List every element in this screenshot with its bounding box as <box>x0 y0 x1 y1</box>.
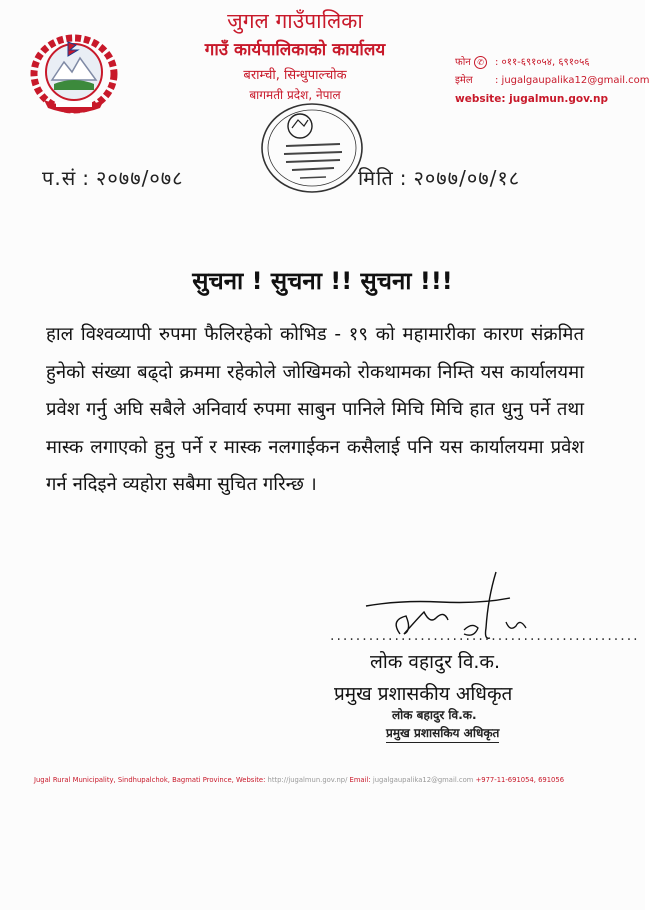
footer-website: http://jugalmun.gov.np/ <box>267 776 348 784</box>
ref-label: प.सं <box>42 166 77 190</box>
email-row <box>455 72 650 90</box>
phone-value: : ०११-६९१०५४, ६९१०५६ <box>495 57 590 68</box>
name-stamp: लोक बहादुर वि.क. <box>392 708 477 722</box>
letterhead <box>150 8 440 104</box>
ref-value: २०७७/०७८ <box>96 166 184 190</box>
signatory-title: प्रमुख प्रशासकीय अधिकृत <box>334 683 513 705</box>
office-address: बराम्ची, सिन्धुपाल्चोक <box>243 68 347 83</box>
email-label: इमेल <box>455 75 473 86</box>
phone-row <box>455 54 640 72</box>
office-name: गाउँ कार्यपालिकाको कार्यालय <box>204 40 386 60</box>
office-province: बागमती प्रदेश, नेपाल <box>249 88 341 102</box>
title-stamp: प्रमुख प्रशासकिय अधिकृत <box>386 724 499 743</box>
letter-date: मिति : २०७७/०७/१८ <box>358 166 521 190</box>
phone-label: फोन <box>455 57 471 68</box>
reference-number: प.सं : २०७७/०७८ <box>42 166 184 190</box>
footer-phone: +977-11-691054, 691056 <box>473 776 565 784</box>
date-value: २०७७/०७/१८ <box>413 166 521 190</box>
email-value: : jugalgaupalika12@gmail.com <box>495 75 650 86</box>
footer-address: Jugal Rural Municipality, Sindhupalchok, Bagmati Province, Website: <box>34 776 268 784</box>
footer-email-label: Email: <box>347 776 373 784</box>
footer <box>34 776 624 784</box>
nepal-emblem-icon <box>26 28 122 116</box>
phone-icon: ✆ <box>474 56 487 69</box>
notice-title: सुचना ! सुचना !! सुचना !!! <box>192 267 453 295</box>
website: website: jugalmun.gov.np <box>455 93 609 105</box>
municipality-name: जुगल गाउँपालिका <box>227 9 363 33</box>
office-seal-icon <box>256 100 368 198</box>
contact-block <box>455 54 650 108</box>
signature-line: ................................................ <box>330 628 640 644</box>
date-label: मिति <box>358 166 394 190</box>
notice-body: हाल विश्वव्यापी रुपमा फैलिरहेको कोभिड - १९ को महामारीका कारण संक्रमित हुनेको संख्या बढ्दो क्रममा रहेकोले जोखिमको रोकथामका निम्ति यस कार्यालयमा प्रवेश गर्नु अघि सबैले अनिवार्य रुपमा साबुन पानिले मिचि मिचि हात धुनु पर्ने तथा मास्क लगाएको हुनु पर्ने र मास्क नलगाईकन कसैलाई पनि यस कार्यालयमा प्रवेश गर्न नदिइने व्यहोरा सबैमा सुचित गरिन्छ । <box>46 324 584 495</box>
signatory-name: लोक वहादुर वि.क. <box>370 651 501 673</box>
footer-email: jugalgaupalika12@gmail.com <box>372 776 474 784</box>
